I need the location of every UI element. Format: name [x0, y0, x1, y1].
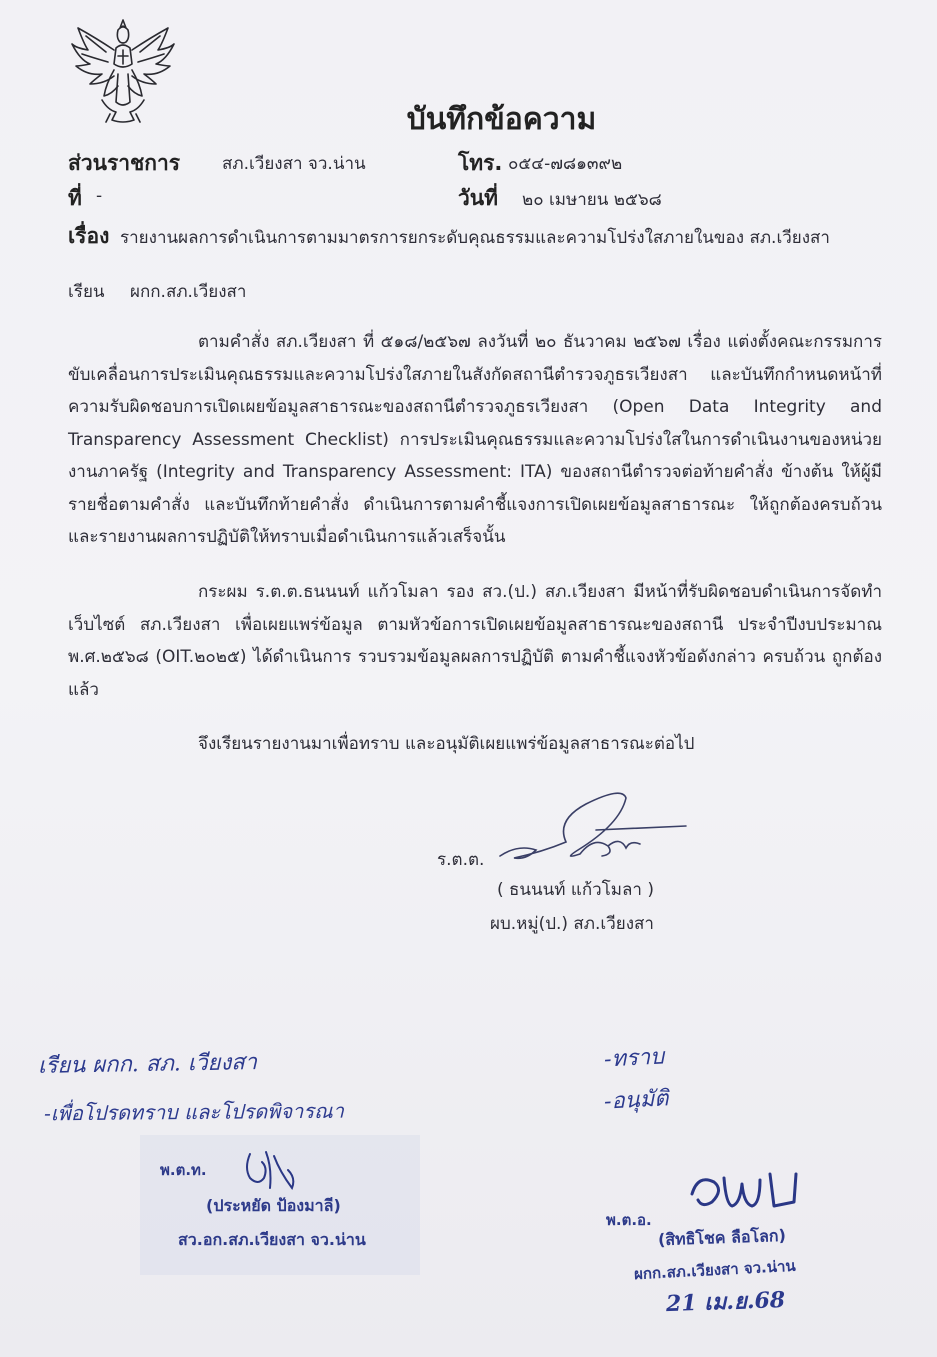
phone-value: ๐๕๔-๗๘๑๓๙๒: [508, 154, 623, 174]
stamp-right-name: (สิทธิโชค ลือโลก): [657, 1225, 787, 1250]
handwritten-date: 21 เม.ย.68: [665, 1286, 786, 1318]
subject-label: เรื่อง: [68, 224, 110, 248]
stamp-left-name: (ประหยัด ป้องมาลี): [206, 1196, 341, 1215]
handwritten-note-2: -อนุมัติ: [603, 1086, 670, 1115]
handwritten-line-1: เรียน ผกก. สภ. เวียงสา: [37, 1050, 258, 1079]
stamp-right-rank: พ.ต.อ.: [606, 1211, 652, 1229]
phone-label: โทร.: [458, 151, 503, 175]
body-paragraph-1: ตามคำสั่ง สภ.เวียงสา ที่ ๕๑๘/๒๕๖๗ ลงวันที่ ๒๐ ธันวาคม ๒๕๖๗ เรื่อง แต่งตั้งคณะกรรมการขับเคลื่อนการประเมินคุณธรรมและความโปร่งใสภายในสังกัดสถานีตำรวจภูธรเวียงสา และบันทึกกำหนดหน้าที่ความรับผิดชอบการเปิดเผยข้อมูลสาธารณะของสถานีตำรวจภูธรเวียงสา (Open Data Integrity and Transparency Assessment Checklist) การประเมินคุณธรรมและความโปร่งใสในการดำเนินงานของหน่วยงานภาครัฐ (Integrity and Transparency Assessment: ITA) ของสถานีตำรวจต่อท้ายคำสั่ง ข้างต้น ให้ผู้มีรายชื่อตามคำสั่ง และบันทึกท้ายคำสั่ง ดำเนินการตามคำชี้แจงการเปิดเผยข้อมูลสาธารณะ ให้ถูกต้องครบถ้วน และรายงานผลการปฏิบัติให้ทราบเมื่อดำเนินการแล้วเสร็จนั้น: [68, 332, 882, 547]
stamp-right-position: ผกก.สภ.เวียงสา จว.น่าน: [633, 1256, 797, 1284]
page-title: บันทึกข้อความ: [406, 102, 597, 137]
ref-label: ที่: [68, 186, 82, 210]
to-value: ผกก.สภ.เวียงสา: [130, 282, 247, 302]
signature-name: ( ธนนนท์ แก้วโมลา ): [497, 880, 655, 900]
date-value: ๒๐ เมษายน ๒๕๖๘: [522, 190, 662, 210]
signature-rank: ร.ต.ต.: [437, 850, 485, 870]
handwritten-note-1: -ทราบ: [603, 1044, 665, 1073]
stamp-right-signature: [684, 1164, 804, 1216]
stamp-left-rank: พ.ต.ท.: [160, 1161, 207, 1179]
date-label: วันที่: [458, 186, 498, 210]
stamp-left-signature: [240, 1148, 310, 1194]
signature-position: ผบ.หมู่(ป.) สภ.เวียงสา: [490, 914, 654, 934]
to-label: เรียน: [68, 282, 105, 302]
body-paragraph-2: กระผม ร.ต.ต.ธนนนท์ แก้วโมลา รอง สว.(ป.) สภ.เวียงสา มีหน้าที่รับผิดชอบดำเนินการจัดทำเว็บไซต์ สภ.เวียงสา เพื่อเผยแพร่ข้อมูล ตามหัวข้อการเปิดเผยข้อมูลสาธารณะของสถานี ประจำปีงบประมาณ พ.ศ.๒๕๖๘ (OIT.๒๐๒๕) ได้ดำเนินการ รวบรวมข้อมูลผลการปฏิบัติ ตามคำชี้แจงหัวข้อดังกล่าว ครบถ้วน ถูกต้อง แล้ว: [68, 582, 882, 700]
department-value: สภ.เวียงสา จว.น่าน: [222, 154, 366, 174]
subject-value: รายงานผลการดำเนินการตามมาตรการยกระดับคุณธรรมและความโปร่งใสภายในของ สภ.เวียงสา: [120, 228, 830, 248]
closing-text: จึงเรียนรายงานมาเพื่อทราบ และอนุมัติเผยแพร่ข้อมูลสาธารณะต่อไป: [198, 734, 695, 754]
handwritten-line-2: -เพื่อโปรดทราบ และโปรดพิจารณา: [43, 1098, 344, 1126]
department-label: ส่วนราชการ: [68, 151, 181, 175]
stamp-left-position: สว.อก.สภ.เวียงสา จว.น่าน: [178, 1230, 366, 1249]
ref-value: -: [96, 186, 103, 206]
signature-image: [496, 784, 696, 868]
